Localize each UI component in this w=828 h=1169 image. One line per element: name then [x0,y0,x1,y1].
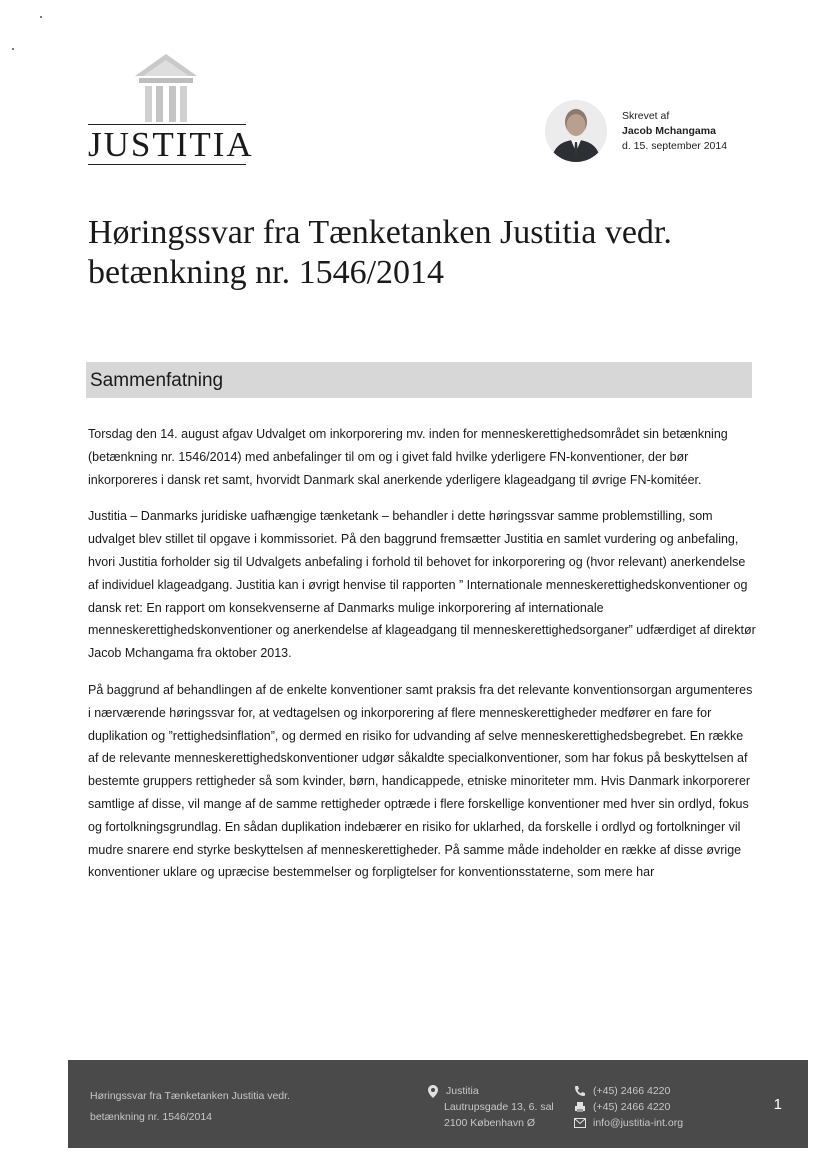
footer-title-line2: betænkning nr. 1546/2014 [90,1111,213,1123]
author-name: Jacob Mchangama [622,125,716,137]
document-title-line2: betænkning nr. 1546/2014 [88,254,445,291]
scan-speck [12,48,14,50]
paragraph-3: På baggrund af behandlingen af de enkelte konventioner samt praksis fra det relevante konventionsorgan argumenteres i nærværende høringssvar for, at vedtagelsen og inkorporering af flere menneskerettigheder medfører en fare for duplikation og ”rettighedsinflation”, og dermed en risiko for udvanding af selve menneskerettighedsbegrebet. En række af de relevante menneskerettighedskonventioner udgør såkaldte specialkonventioner, som har fokus på beskyttelsen af bestemte gruppers rettigheder så som kvinder, børn, handicappede, etniske minoriteter mm. Hvis Danmark inkorporerer samtlige af disse, vil mange af de samme rettigheder optræde i flere forskellige konventioner med hver sin ordlyd, fokus og fortolkningsgrundlag. En sådan duplikation indebærer en risiko for uklarhed, da forskelle i ordlyd og fortolkninger vil mudre snarere end styrke beskyttelsen af menneskerettigheder. På samme måde indeholder en række af disse øvrige konventioner uklare og upræcise bestemmelser og forpligtelser for konventionsstaterne, som mere har [88,682,753,880]
person-photo-icon [545,100,607,162]
section-heading: Sammenfatning [90,370,224,391]
pillar-logo-icon [127,52,205,122]
fax-icon [573,1101,587,1113]
phone-icon [573,1085,587,1097]
footer-title-line1: Høringssvar fra Tænketanken Justitia vedr. [90,1090,290,1102]
footer-phone: (+45) 2466 4220 [593,1085,671,1097]
section-heading-bar [86,362,752,398]
footer-city: 2100 København Ø [444,1117,536,1129]
author-date: d. 15. september 2014 [622,140,728,152]
footer-doc-title [90,1086,290,1128]
footer-fax: (+45) 2466 4220 [593,1101,671,1113]
footer-org: Justitia [446,1085,479,1097]
page-number: 1 [773,1096,782,1113]
body-text [88,423,756,898]
footer-address [426,1083,554,1131]
paragraph-2: Justitia – Danmarks juridiske uafhængige tænketank – behandler i dette høringssvar samme problemstilling, som udvalget blev stillet til opgave i kommissoriet. På den baggrund fremsætter Justitia en samlet vurdering og anbefaling, hvori Justitia forholder sig til Udvalgets anbefaling i forhold til behovet for inkorporering og (hvor relevant) anerkendelse af individuel klageadgang. Justitia kan i øvrigt henvise til rapporten ” Internationale menneskerettighedskonventioner og dansk ret: En rapport om konsekvenserne af Danmarks mulige inkorporering af internationale menneskerettighedskonventioner og anerkendelse af klageadgang til menneskerettighedsorganer” udfærdiget af direktør Jacob Mchangama fra oktober 2013. [88,509,756,661]
email-icon [573,1118,587,1128]
logo-wordmark: JUSTITIA [88,125,254,164]
author-info [622,109,727,154]
author-written-by: Skrevet af [622,110,670,122]
justitia-logo [86,52,256,170]
scan-speck [40,16,42,18]
footer-email[interactable]: info@justitia-int.org [593,1117,684,1129]
footer-contact [573,1083,683,1131]
document-title [88,213,768,293]
paragraph-1: Torsdag den 14. august afgav Udvalget om inkorporering mv. inden for menneskerettighedsområdet sin betænkning (betænkning nr. 1546/2014) med anbefalinger til om og i givet fald hvilke yderligere FN-konventioner, der bør inkorporeres i dansk ret samt, hvorvidt Danmark skal anerkende yderligere klageadgang til øvrige FN-komitéer. [88,427,728,487]
document-title-line1: Høringssvar fra Tænketanken Justitia vedr. [88,214,672,251]
logo-rule-bottom [88,164,246,165]
location-pin-icon [426,1085,440,1098]
author-avatar [545,100,607,162]
footer-street: Lautrupsgade 13, 6. sal [444,1101,554,1113]
page-footer [68,1060,808,1148]
